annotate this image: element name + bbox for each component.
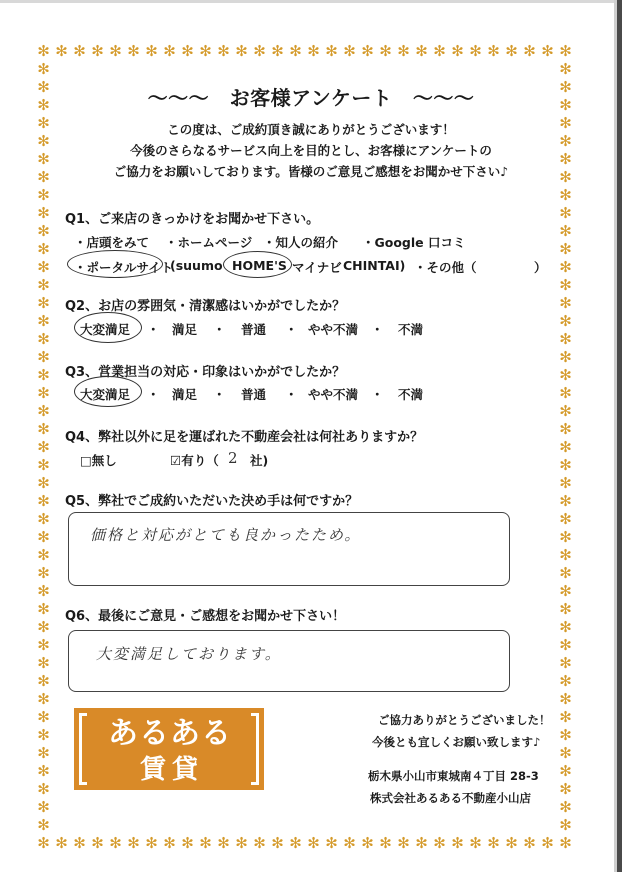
flower-border-icon: ✻ [37, 42, 50, 60]
q4-unit: 社) [250, 453, 269, 468]
q2-dot: ・ [213, 322, 226, 337]
flower-border-icon: ✻ [289, 42, 302, 60]
q1-option-homepage: ・ホームページ [165, 235, 253, 250]
flower-border-icon: ✻ [487, 42, 500, 60]
flower-border-icon: ✻ [397, 42, 410, 60]
flower-border-icon: ✻ [559, 744, 572, 762]
scan-edge-top [0, 0, 622, 3]
flower-border-icon: ✻ [559, 60, 572, 78]
flower-border-icon: ✻ [37, 636, 50, 654]
flower-border-icon: ✻ [487, 834, 500, 852]
flower-border-icon: ✻ [37, 222, 50, 240]
flower-border-icon: ✻ [91, 834, 104, 852]
flower-border-icon: ✻ [37, 672, 50, 690]
flower-border-icon: ✻ [559, 186, 572, 204]
flower-border-icon: ✻ [559, 402, 572, 420]
flower-border-icon: ✻ [559, 546, 572, 564]
flower-border-icon: ✻ [37, 798, 50, 816]
flower-border-icon: ✻ [559, 834, 572, 852]
footer-company: 株式会社あるある不動産小山店 [370, 791, 531, 805]
flower-border-icon: ✻ [559, 456, 572, 474]
q6-answer-handwritten: 大変満足しております。 [96, 645, 282, 663]
flower-border-icon: ✻ [37, 276, 50, 294]
flower-border-icon: ✻ [415, 834, 428, 852]
flower-border-icon: ✻ [325, 834, 338, 852]
flower-border-icon: ✻ [559, 276, 572, 294]
q2-question: Q2、お店の雰囲気・清潔感はいかがでしたか？ [65, 299, 346, 314]
flower-border-icon: ✻ [217, 834, 230, 852]
q1-portal-homes: HOME'S [232, 258, 287, 273]
q1-portal-chintai: CHINTAI) [343, 258, 406, 273]
flower-border-icon: ✻ [559, 582, 572, 600]
footer-thanks-2: 今後とも宜しくお願い致します♪ [372, 735, 541, 749]
flower-border-icon: ✻ [505, 834, 518, 852]
flower-border-icon: ✻ [559, 780, 572, 798]
hand-circle-portal [67, 250, 163, 278]
flower-border-icon: ✻ [37, 618, 50, 636]
flower-border-icon: ✻ [37, 510, 50, 528]
q2-option-satisfied: 満足 [172, 322, 198, 337]
q3-option-normal: 普通 [241, 387, 267, 402]
flower-border-icon: ✻ [37, 294, 50, 312]
flower-border-icon: ✻ [559, 528, 572, 546]
flower-border-icon: ✻ [37, 564, 50, 582]
flower-border-icon: ✻ [559, 420, 572, 438]
flower-border-icon: ✻ [559, 78, 572, 96]
flower-border-icon: ✻ [37, 348, 50, 366]
flower-border-icon: ✻ [37, 60, 50, 78]
flower-border-icon: ✻ [73, 834, 86, 852]
flower-border-icon: ✻ [37, 744, 50, 762]
flower-border-icon: ✻ [37, 708, 50, 726]
flower-border-icon: ✻ [37, 816, 50, 834]
flower-border-icon: ✻ [163, 42, 176, 60]
flower-border-icon: ✻ [559, 510, 572, 528]
flower-border-icon: ✻ [37, 330, 50, 348]
flower-border-icon: ✻ [145, 42, 158, 60]
flower-border-icon: ✻ [559, 222, 572, 240]
q4-question: Q4、弊社以外に足を運ばれた不動産会社は何社ありますか？ [65, 430, 424, 445]
intro-line-3: ご協力をお願いしております。皆様のご意見ご感想をお聞かせ下さい♪ [113, 164, 509, 179]
flower-border-icon: ✻ [145, 834, 158, 852]
flower-border-icon: ✻ [523, 834, 536, 852]
page-title: 〜〜〜 お客様アンケート 〜〜〜 [147, 86, 475, 110]
flower-border-icon: ✻ [109, 42, 122, 60]
footer-thanks-1: ご協力ありがとうございました！ [378, 713, 551, 727]
flower-border-icon: ✻ [181, 834, 194, 852]
flower-border-icon: ✻ [37, 438, 50, 456]
flower-border-icon: ✻ [343, 834, 356, 852]
q4-option-yes: ☑有り（ [170, 453, 219, 468]
flower-border-icon: ✻ [559, 366, 572, 384]
flower-border-icon: ✻ [253, 42, 266, 60]
flower-border-icon: ✻ [523, 42, 536, 60]
q2-option-somewhat-dissatisfied: やや不満 [308, 322, 359, 337]
flower-border-icon: ✻ [127, 834, 140, 852]
q1-option-other-close: ） [534, 260, 547, 275]
q1-question: Q1、ご来店のきっかけをお聞かせ下さい。 [65, 212, 320, 227]
q3-option-dissatisfied: 不満 [398, 387, 424, 402]
flower-border-icon: ✻ [289, 834, 302, 852]
q2-dot: ・ [285, 322, 298, 337]
flower-border-icon: ✻ [37, 474, 50, 492]
intro-line-1: この度は、ご成約頂き誠にありがとうございます！ [167, 122, 455, 137]
flower-border-icon: ✻ [541, 834, 554, 852]
q1-option-store: ・店頭をみて [74, 235, 150, 250]
flower-border-icon: ✻ [559, 258, 572, 276]
flower-border-icon: ✻ [37, 420, 50, 438]
intro-line-2: 今後のさらなるサービス向上を目的とし、お客様にアンケートの [130, 143, 492, 158]
flower-border-icon: ✻ [433, 834, 446, 852]
flower-border-icon: ✻ [91, 42, 104, 60]
flower-border-icon: ✻ [307, 834, 320, 852]
flower-border-icon: ✻ [37, 366, 50, 384]
flower-border-icon: ✻ [181, 42, 194, 60]
flower-border-icon: ✻ [325, 42, 338, 60]
flower-border-icon: ✻ [343, 42, 356, 60]
flower-border-icon: ✻ [37, 546, 50, 564]
q3-dot: ・ [285, 387, 298, 402]
flower-border-icon: ✻ [559, 312, 572, 330]
flower-border-icon: ✻ [559, 114, 572, 132]
q3-question: Q3、営業担当の対応・印象はいかがでしたか？ [65, 365, 346, 380]
footer-address: 栃木県小山市東城南４丁目 28-3 [368, 769, 539, 783]
flower-border-icon: ✻ [559, 492, 572, 510]
flower-border-icon: ✻ [451, 834, 464, 852]
flower-border-icon: ✻ [379, 834, 392, 852]
flower-border-icon: ✻ [127, 42, 140, 60]
flower-border-icon: ✻ [217, 42, 230, 60]
flower-border-icon: ✻ [37, 150, 50, 168]
flower-border-icon: ✻ [559, 726, 572, 744]
flower-border-icon: ✻ [73, 42, 86, 60]
flower-border-icon: ✻ [37, 168, 50, 186]
flower-border-icon: ✻ [469, 834, 482, 852]
flower-border-icon: ✻ [37, 492, 50, 510]
flower-border-icon: ✻ [37, 834, 50, 852]
q4-option-none: □無し [80, 453, 117, 468]
flower-border-icon: ✻ [559, 672, 572, 690]
flower-border-icon: ✻ [55, 42, 68, 60]
flower-border-icon: ✻ [559, 132, 572, 150]
flower-border-icon: ✻ [199, 42, 212, 60]
q3-option-satisfied: 満足 [172, 387, 198, 402]
flower-border-icon: ✻ [559, 690, 572, 708]
flower-border-icon: ✻ [235, 834, 248, 852]
flower-border-icon: ✻ [37, 114, 50, 132]
q1-portal-mynavi: マイナビ [292, 260, 342, 275]
q1-option-portal: ・ポータルサイト [74, 260, 174, 275]
flower-border-icon: ✻ [37, 240, 50, 258]
flower-border-icon: ✻ [199, 834, 212, 852]
q3-dot: ・ [213, 387, 226, 402]
flower-border-icon: ✻ [37, 186, 50, 204]
q2-dot: ・ [147, 322, 160, 337]
flower-border-icon: ✻ [37, 780, 50, 798]
flower-border-icon: ✻ [559, 654, 572, 672]
flower-border-icon: ✻ [559, 474, 572, 492]
flower-border-icon: ✻ [37, 528, 50, 546]
flower-border-icon: ✻ [559, 762, 572, 780]
flower-border-icon: ✻ [109, 834, 122, 852]
flower-border-icon: ✻ [415, 42, 428, 60]
flower-border-icon: ✻ [397, 834, 410, 852]
flower-border-icon: ✻ [37, 258, 50, 276]
flower-border-icon: ✻ [433, 42, 446, 60]
logo-text-bottom: 賃貸 [139, 755, 204, 785]
flower-border-icon: ✻ [55, 834, 68, 852]
flower-border-icon: ✻ [37, 654, 50, 672]
flower-border-icon: ✻ [559, 240, 572, 258]
flower-border-icon: ✻ [559, 636, 572, 654]
flower-border-icon: ✻ [379, 42, 392, 60]
flower-border-icon: ✻ [559, 618, 572, 636]
flower-border-icon: ✻ [559, 816, 572, 834]
flower-border-icon: ✻ [559, 348, 572, 366]
q1-option-google: ・Google 口コミ [362, 235, 466, 250]
flower-border-icon: ✻ [361, 834, 374, 852]
flower-border-icon: ✻ [37, 312, 50, 330]
flower-border-icon: ✻ [235, 42, 248, 60]
flower-border-icon: ✻ [37, 690, 50, 708]
flower-border-icon: ✻ [559, 798, 572, 816]
flower-border-icon: ✻ [253, 834, 266, 852]
q1-portal-suumo: (suumo [170, 258, 223, 273]
q2-option-dissatisfied: 不満 [398, 322, 424, 337]
flower-border-icon: ✻ [559, 150, 572, 168]
flower-border-icon: ✻ [37, 726, 50, 744]
flower-border-icon: ✻ [37, 204, 50, 222]
q4-count-handwritten: 2 [228, 449, 238, 467]
flower-border-icon: ✻ [559, 438, 572, 456]
flower-border-icon: ✻ [559, 600, 572, 618]
flower-border-icon: ✻ [451, 42, 464, 60]
flower-border-icon: ✻ [559, 708, 572, 726]
flower-border-icon: ✻ [505, 42, 518, 60]
hand-circle-q3 [74, 376, 142, 407]
q2-dot: ・ [371, 322, 384, 337]
flower-border-icon: ✻ [271, 42, 284, 60]
flower-border-icon: ✻ [37, 96, 50, 114]
flower-border-icon: ✻ [37, 600, 50, 618]
flower-border-icon: ✻ [307, 42, 320, 60]
flower-border-icon: ✻ [163, 834, 176, 852]
flower-border-icon: ✻ [559, 330, 572, 348]
hand-circle-homes [223, 251, 292, 278]
q1-option-other: ・その他（ [414, 260, 477, 275]
flower-border-icon: ✻ [361, 42, 374, 60]
flower-border-icon: ✻ [559, 564, 572, 582]
flower-border-icon: ✻ [559, 294, 572, 312]
flower-border-icon: ✻ [469, 42, 482, 60]
flower-border-icon: ✻ [37, 132, 50, 150]
flower-border-icon: ✻ [37, 456, 50, 474]
flower-border-icon: ✻ [37, 762, 50, 780]
flower-border-icon: ✻ [559, 42, 572, 60]
flower-border-icon: ✻ [559, 96, 572, 114]
flower-border-icon: ✻ [271, 834, 284, 852]
flower-border-icon: ✻ [37, 582, 50, 600]
company-logo [74, 708, 264, 790]
flower-border-icon: ✻ [37, 384, 50, 402]
flower-border-icon: ✻ [559, 204, 572, 222]
q3-option-very-satisfied: 大変満足 [80, 387, 131, 402]
q2-option-very-satisfied: 大変満足 [80, 322, 131, 337]
flower-border-icon: ✻ [559, 168, 572, 186]
q3-option-somewhat-dissatisfied: やや不満 [308, 387, 359, 402]
q6-question: Q6、最後にご意見・ご感想をお聞かせ下さい！ [65, 609, 346, 624]
q5-answer-handwritten: 価格と対応がとても良かったため。 [90, 526, 362, 544]
flower-border-icon: ✻ [559, 384, 572, 402]
flower-border-icon: ✻ [37, 78, 50, 96]
hand-circle-q2 [74, 312, 142, 343]
q3-dot: ・ [147, 387, 160, 402]
flower-border-icon: ✻ [541, 42, 554, 60]
q3-dot: ・ [371, 387, 384, 402]
q5-question: Q5、弊社でご成約いただいた決め手は何ですか？ [65, 494, 359, 509]
q2-option-normal: 普通 [241, 322, 267, 337]
flower-border-icon: ✻ [37, 402, 50, 420]
logo-text-top: あるある [108, 716, 232, 751]
q1-option-referral: ・知人の紹介 [263, 235, 339, 250]
